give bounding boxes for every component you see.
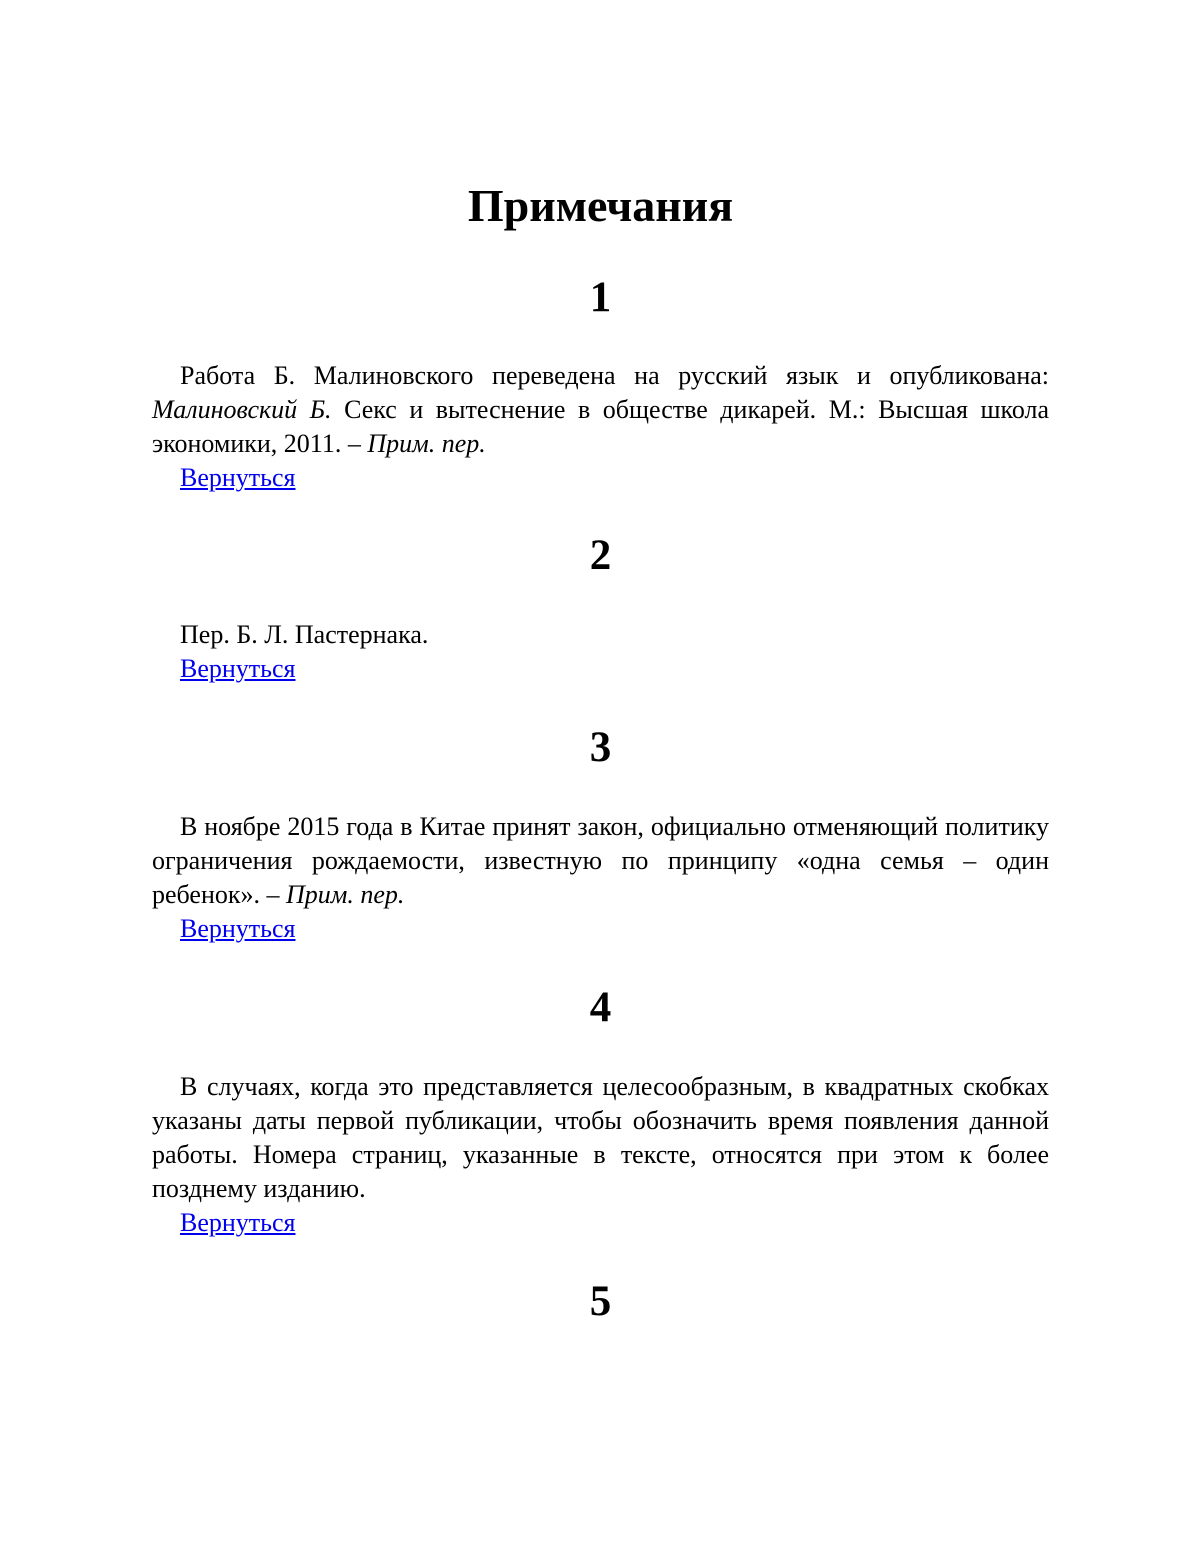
note-text-3: В ноябре 2015 года в Китае принят закон, официально отменяющий политику ограничения рождаемости, известную по принципу «одна семья – один ребенок». – Прим. пер. [152,812,1049,909]
note-text-2: Пер. Б. Л. Пастернака. [180,620,429,649]
note-number-3: 3 [589,724,612,771]
page-title: Примечания [467,180,734,231]
note-number-4: 4 [589,984,612,1031]
note-text-1: Работа Б. Малиновского переведена на русский язык и опубликована: Малиновский Б. Секс и вытеснение в обществе дикарей. М.: Высшая школа экономики, 2011. – Прим. пер. [152,361,1049,458]
back-link-4[interactable]: Вернуться [180,1208,296,1237]
note-text-4: В случаях, когда это представляется целесообразным, в квадратных скобках указаны даты первой публикации, чтобы обозначить время появления данной работы. Номера страниц, указанные в тексте, относятся при этом к более позднему изданию. [152,1072,1049,1203]
back-link-3[interactable]: Вернуться [180,914,296,943]
note-number-5: 5 [589,1278,612,1325]
note-number-1: 1 [589,274,612,321]
back-link-2[interactable]: Вернуться [180,654,296,683]
note-number-2: 2 [589,532,612,579]
back-link-1[interactable]: Вернуться [180,463,296,492]
